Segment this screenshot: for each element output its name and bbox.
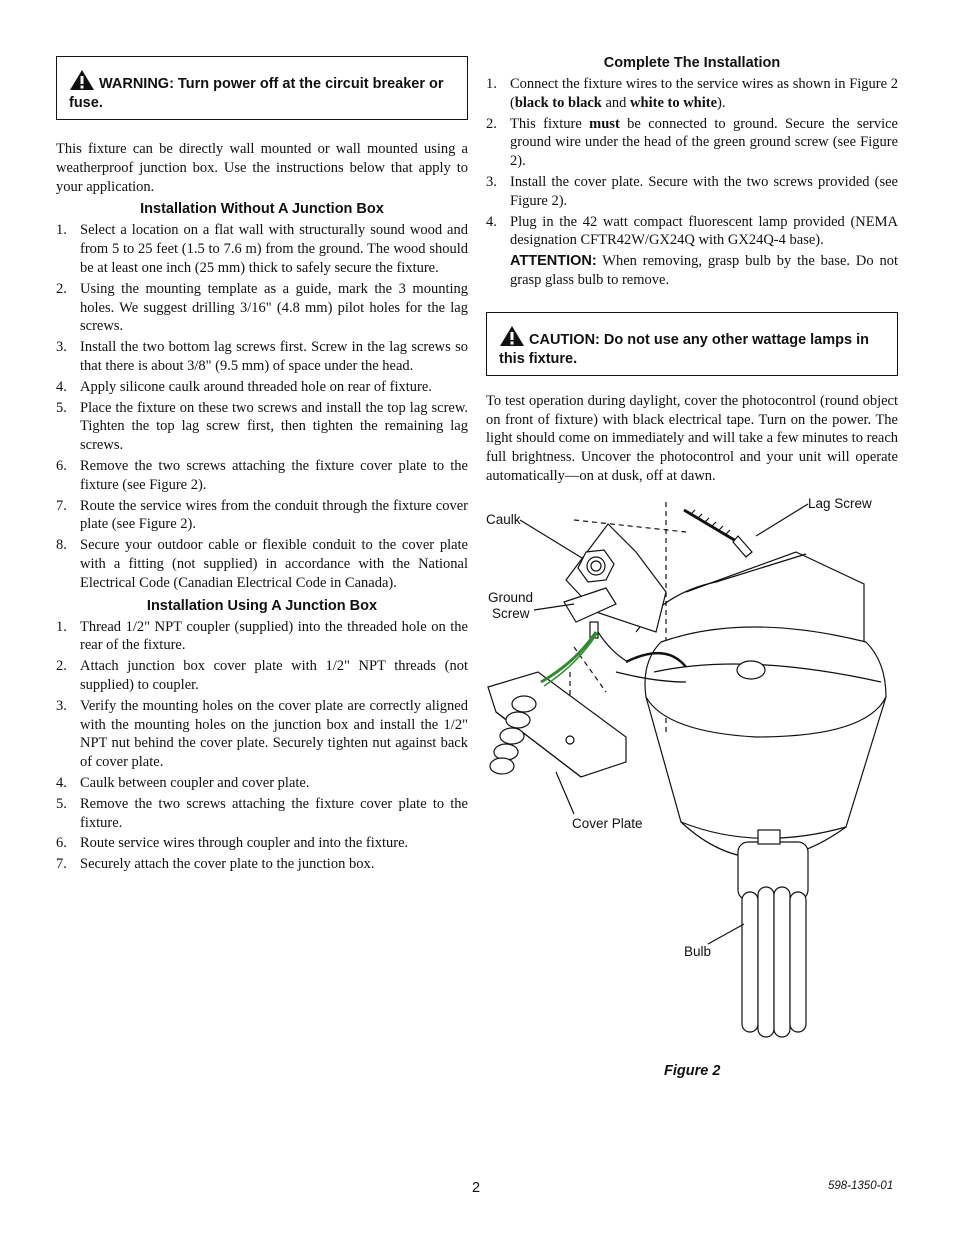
list-item: 8. Secure your outdoor cable or flexible conduit to the cover plate with a fitting (not supplied) in accordance with the National Electrical Code (Canadian Electrical Code in Canada).	[56, 537, 468, 591]
list-item: 7. Route the service wires from the conduit through the fixture cover plate (see Figure 2).	[56, 497, 468, 533]
list-item: 1. Connect the fixture wires to the service wires as shown in Figure 2 (black to black and white to white).	[486, 76, 898, 111]
list-item: 5. Remove the two screws attaching the fixture cover plate to the fixture.	[56, 795, 468, 831]
list-item: 7. Securely attach the cover plate to the junction box.	[56, 856, 375, 873]
lag-screw-icon	[684, 510, 752, 557]
label-caulk: Caulk	[486, 512, 521, 527]
warning-box	[56, 56, 468, 120]
list-item: 3. Verify the mounting holes on the cover plate are correctly aligned with the mounting holes on the junction box and install the 1/2" NPT nut behind the cover plate. Securely tighten nut against back of cover plate.	[56, 697, 468, 771]
label-lag-screw: Lag Screw	[808, 496, 872, 511]
warning-triangle-icon	[69, 69, 95, 91]
list-item: 4. Apply silicone caulk around threaded hole on rear of fixture.	[56, 378, 432, 395]
list-item: 3. Install the cover plate. Secure with the two screws provided (see Figure 2).	[486, 173, 898, 209]
warning-text: WARNING: Turn power off at the circuit breaker or fuse.	[69, 76, 444, 111]
section-heading-without-junction-box: Installation Without A Junction Box	[140, 201, 384, 218]
section-heading-complete-installation: Complete The Installation	[603, 55, 781, 71]
steps-without-junction-box	[56, 221, 468, 592]
list-item: 4. Plug in the 42 watt compact fluorescent lamp provided (NEMA designation CFTR42W/GX24Q with GX24Q-4 base).	[486, 213, 898, 249]
figure-2-diagram	[486, 492, 906, 1052]
label-bulb: Bulb	[684, 944, 712, 959]
label-cover-plate: Cover Plate	[572, 816, 643, 831]
list-item: 3. Install the two bottom lag screws first. Screw in the lag screws so that there is about 3/8" (9.5 mm) of space under the head.	[56, 339, 468, 374]
figure-caption: Figure 2	[664, 1063, 721, 1079]
attention-note: ATTENTION: When removing, grasp bulb by the base. Do not grasp glass bulb to remove.	[510, 253, 898, 288]
caution-triangle-icon	[499, 325, 525, 347]
section-heading-using-junction-box: Installation Using A Junction Box	[146, 597, 378, 614]
list-item: 1. Thread 1/2" NPT coupler (supplied) into the threaded hole on the rear of the fixture.	[56, 618, 468, 654]
bulb-icon	[738, 830, 808, 1037]
steps-complete-installation	[486, 75, 898, 250]
label-screw: Screw	[492, 606, 530, 621]
list-item: 1. Select a location on a flat wall with structurally sound wood and from 5 to 25 feet (1.5 to 7.6 m) from the ground. The wood should be at least one inch (25 mm) thick to safely secure the fixture.	[56, 222, 468, 276]
list-item: 4. Caulk between coupler and cover plate.	[56, 774, 310, 791]
list-item: 2. Attach junction box cover plate with 1/2" NPT threads (not supplied) to coupler.	[56, 658, 468, 693]
fixture-illustration	[486, 492, 906, 1052]
list-item: 6. Route service wires through coupler and into the fixture.	[56, 835, 409, 852]
intro-paragraph: This fixture can be directly wall mounted or wall mounted using a weatherproof junction box. Use the instructions below that apply to your application.	[56, 141, 468, 195]
label-ground: Ground	[488, 590, 534, 605]
list-item: 6. Remove the two screws attaching the fixture cover plate to the fixture (see Figure 2).	[56, 457, 468, 493]
document-number: 598-1350-01	[828, 1180, 894, 1192]
list-item: 2. This fixture must be connected to ground. Secure the service ground wire under the head of the green ground screw (see Figure 2).	[486, 115, 898, 170]
right-column	[486, 52, 898, 486]
list-item: 5. Place the fixture on these two screws and install the top lag screw. Tighten the top lag screw first, then tighten the remaining lag screws.	[56, 399, 468, 454]
caution-text: CAUTION: Do not use any other wattage lamps in this fixture.	[499, 331, 869, 367]
left-column	[56, 56, 468, 876]
steps-using-junction-box	[56, 618, 468, 874]
caution-box	[486, 312, 898, 376]
page-number: 2	[472, 1180, 481, 1196]
test-paragraph: To test operation during daylight, cover the photocontrol (round object on front of fixture) with black electrical tape. Turn on the power. The light should come on immediately and will take a few minutes to reach full brightness. Uncover the photocontrol and your unit will operate automatically—on at dusk, off at dawn.	[486, 392, 898, 484]
list-item: 2. Using the mounting template as a guide, mark the 3 mounting holes. We suggest drilling 3/16" (4.8 mm) pilot holes for the lag screws.	[56, 280, 468, 335]
